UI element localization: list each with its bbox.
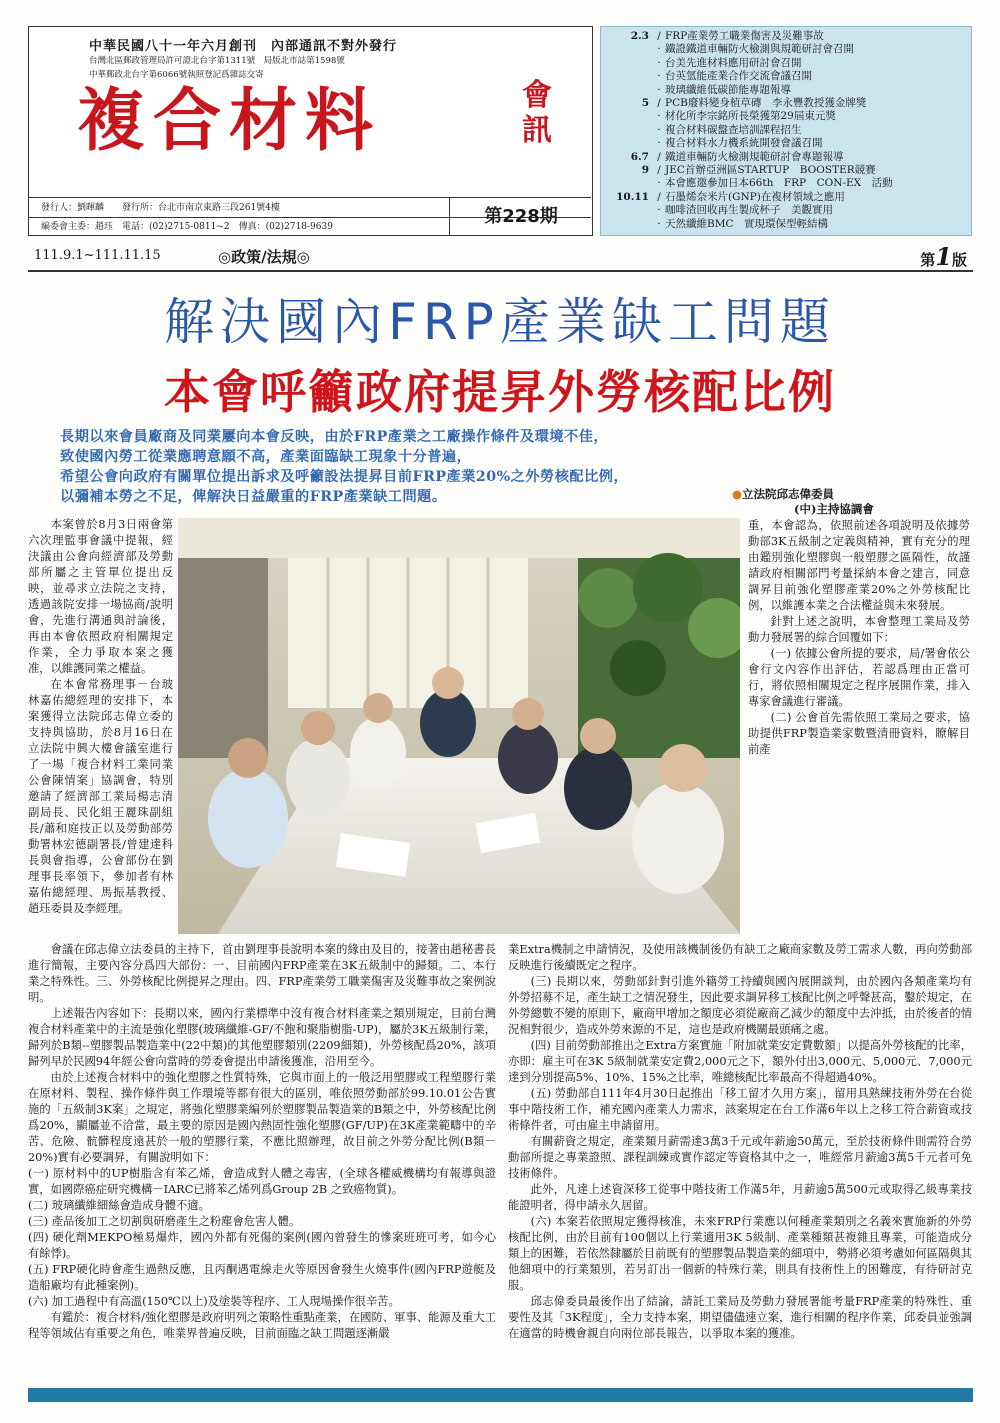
- article-paragraph: (一) 依據公會所提的要求，局/署會依公會行文內容作出評估，若認爲理由正當可行，將依照相關規定之程序展開作業，排入專家會議進行審議。: [748, 647, 970, 708]
- toc-slash-icon: /: [657, 150, 661, 163]
- toc-item: [601, 138, 973, 149]
- toc-slash-icon: /: [657, 97, 661, 109]
- article-column-right: [748, 518, 970, 758]
- article-paragraph: (六) 本案若依照規定獲得核准，未來FRP行業應以何種產業類別之名義來實施新的外勞核配比例，由於目前有100個以上行業適用3K 5級制、產業種類甚複雜且專業，可能造成分類上的困難，若依然隸屬於目前既有的塑膠製品製造業的細項中，勢將必須考慮如何區隔與其他細項中的行業類別，若另訂出一個新的特殊行業，則具有技術性上的困難度，有待研討克服。: [508, 1215, 972, 1292]
- article-list-item: (二) 玻璃纖維細絲會造成身體不適。: [28, 1199, 210, 1212]
- toc-item: [601, 98, 973, 109]
- toc-item-text: 鐵證鐵道車輛防火檢測與規範研討會召開: [665, 43, 854, 56]
- table-of-contents: [600, 26, 972, 236]
- photo-caption: [732, 487, 972, 517]
- headline: 解決國內FRP產業缺工問題: [164, 293, 836, 351]
- meeting-photo-graphic: [178, 518, 740, 934]
- section-label: ◎政策/法規◎: [218, 248, 310, 266]
- article-paragraph: 會議在邱志偉立法委員的主持下，首由劉理事長說明本案的緣由及目的，接著由趙秘書長進行簡報，主要內容分爲四大部份：一、目前國內FRP產業在3K五級制中的歸類。二、本行業之特殊性。三、外勞核配比例提昇之理由。四、FRP產業勞工職業傷害及災難事故之案例說明。: [28, 943, 496, 1004]
- article-list-item: (四) 硬化劑MEKPO極易爆炸，國內外都有死傷的案例(國內曾發生的慘案班班可考，如今心有餘悸)。: [28, 1231, 496, 1260]
- toc-item-text: FRP產業勞工職業傷害及災難事故: [665, 30, 824, 42]
- toc-bullet-icon: ·: [657, 123, 661, 136]
- toc-item: [601, 71, 973, 82]
- publisher-info: 發行人：劉暉麟 發行所：台北市南京東路三段261號4樓: [29, 197, 591, 217]
- masthead-license-line: 台灣北區郵政管理局許可證北台字第1311號 局版北市誌第1598號: [89, 56, 345, 66]
- toc-bullet-icon: ·: [657, 217, 661, 230]
- toc-item-text: 鐵道車輛防火檢測規範研討會專題報導: [665, 150, 844, 163]
- toc-item: [601, 219, 973, 230]
- toc-item: [601, 192, 973, 203]
- issue-number: 第228期: [449, 197, 592, 236]
- toc-item-text: PCB廢料變身植草磚 李永豐教授獲金牌獎: [665, 97, 867, 109]
- article-list-item: (三) 產品後加工之切割與研磨產生之粉塵會危害人體。: [28, 1215, 301, 1228]
- subheadline: 本會呼籲政府提昇外勞核配比例: [164, 365, 836, 419]
- article-paragraph: 針對上述之說明，本會整理工業局及勞動力發展署的綜合回覆如下：: [748, 615, 970, 644]
- toc-item-text: 台英氫能產業合作交流會議召開: [665, 70, 812, 83]
- toc-item-text: 咖啡渣回收再生製成杯子 美觀實用: [665, 204, 833, 217]
- toc-item-text: 複合材料水力機系統開發會議召開: [665, 137, 823, 150]
- toc-item: [601, 44, 973, 55]
- toc-page-number: 6.7: [630, 150, 649, 163]
- article-paragraph: (四) 目前勞動部推出之Extra方案實施「附加就業安定費數額」以提高外勞核配的比率，亦即：雇主可在3K 5級制就業安定費2,000元之下，額外付出3,000元、5,000元、7,000元達到分別提高5%、10%、15%之比率，唯總核配比率最高不得超過40%。: [508, 1039, 972, 1084]
- toc-bullet-icon: ·: [657, 177, 661, 190]
- lead-line: 以彌補本勞之不足，俾解決日益嚴重的FRP產業缺工問題。: [60, 489, 447, 505]
- article-paragraph: (三) 長期以來，勞動部針對引進外籍勞工持續與國內展開談判，由於國內各類產業均有外勞招募不足，產生缺工之情況發生，因此要求調昇移工核配比例之呼聲甚高，鑿於規定，在外勞總數不變的原則下，廠商甲增加之額度必須從廠商乙減少的額度中去沖抵，由於後者的情況相對很少，造成外勞來源的不足，這也是政府機關最頭痛之處。: [508, 975, 972, 1036]
- toc-item-text: 材化所李宗銘所長榮獲第29屆東元獎: [665, 110, 836, 123]
- toc-item-text: 台美先進材料應用研討會召開: [665, 56, 802, 69]
- meeting-photo: [178, 518, 740, 934]
- caption-line-1: 立法院邱志偉委員: [742, 487, 835, 501]
- page-number-value: 1: [935, 242, 952, 271]
- toc-bullet-icon: ·: [657, 137, 661, 150]
- toc-item-text: 複合材料碳盤查培訓課程招生: [665, 123, 802, 136]
- toc-page-number: 5: [641, 97, 649, 109]
- toc-bullet-icon: ·: [657, 43, 661, 56]
- page-number-prefix: 第: [920, 251, 936, 269]
- masthead-founding-line: 中華民國八十一年六月創刊 內部通訊不對外發行: [89, 39, 398, 54]
- article-paragraph: 由於上述複合材料中的強化塑膠之性質特殊，它與市面上的一般泛用塑膠或工程塑膠行業在原材料、製程、操作條件與工作環境等都有很大的區別，唯依照勞動部於99.10.01公告實施的「五級制3K案」之規定，將強化塑膠業編列於塑膠製品製造業的B類之中，外勞核配比例爲20%，顯屬並不洽當，最主要的原因是國內熱固性強化塑膠(GF/UP)在3K產業範疇中的辛苦、危險、骯髒程度遠甚於一般的塑膠行業，不應比照辦理，故目前之外勞分配比例(B類－20%)實有必要調昇，有關說明如下：: [28, 1071, 496, 1164]
- footer-bar: [28, 1388, 973, 1402]
- article-paragraph: (五) 勞動部自111年4月30日起推出「移工留才久用方案」，留用具熟練技術外勞在台從事中階技術工作，補充國內產業人力需求，該案規定在台工作滿6年以上之移工符合薪資或技術條件者，可由雇主申請留用。: [508, 1087, 972, 1132]
- article-paragraph: 重，本會認為，依照前述各項說明及依據勞動部3K五級制之定義與精神，實有充分的理由鑑別強化塑膠與一般塑膠之區隔性，故謹請政府相關部門考量採納本會之建言，同意調昇目前強化塑膠產業20%之外勞核配比例，以維護本業之合法權益與未來發展。: [748, 519, 970, 612]
- article-list-item: (六) 加工過程中有高溫(150℃以上)及塗裝等程序、工人現場操作很辛苦。: [28, 1295, 400, 1308]
- article-paragraph: 此外，凡達上述資深移工從事中階技術工作滿5年，月薪逾5萬500元或取得乙級專業技能證明者，得申請永久居留。: [508, 1183, 972, 1212]
- article-paragraph: 本案曾於8月3日兩會第六次理監事會議中提報，經決議由公會向經濟部及勞動部所屬之主管單位提出反映，並尋求立法院之支持，透過該院安排一場協商/說明會，先進行溝通與討論後，再由本會依照政府相關規定作業，全力爭取本案之獲准，以維護同業之權益。: [28, 518, 173, 675]
- toc-page-number: 2.3: [630, 30, 649, 42]
- caption-line-2: (中)主持協調會: [794, 502, 874, 516]
- toc-item: [601, 205, 973, 216]
- article-paragraph: (二) 公會首先需依照工業局之要求，協助提供FRP製造業家數暨清冊資料，瞭解目前產: [748, 711, 970, 756]
- page-number-suffix: 版: [951, 251, 967, 269]
- newsletter-title: 複合材料: [77, 81, 382, 161]
- article-column-left: [28, 517, 173, 917]
- article-list-item: (一) 原材料中的UP樹脂含有苯乙烯，會造成對人體之毒害，(全球各權威機構均有報導與證實，如國際癌症研究機構－IARC已將苯乙烯列爲Group 2B 之致癌物質)。: [28, 1167, 496, 1196]
- article-column-bottom-right: [508, 942, 972, 1342]
- article-paragraph: 有鑑於：複合材料/強化塑膠是政府明列之策略性重點產業，在國防、軍事、能源及重大工程等領域佔有重要之角色，唯業界普遍反映，目前面臨之缺工問題逐漸嚴: [28, 1311, 496, 1340]
- lead-line: 致使國內勞工從業應聘意願不高，產業面臨缺工現象十分普遍，: [60, 449, 472, 465]
- toc-bullet-icon: ·: [657, 83, 661, 96]
- toc-item: [601, 152, 973, 163]
- lead-line: 長期以來會員廠商及同業屢向本會反映，由於FRP產業之工廠操作條件及環境不佳，: [60, 429, 609, 445]
- newsletter-title-suffix: 會訊: [522, 78, 552, 148]
- toc-bullet-icon: ·: [657, 204, 661, 217]
- toc-item: [601, 165, 973, 176]
- article-paragraph: 上述報告內容如下：長期以來，國內行業標準中沒有複合材料產業之類別規定，目前台灣複合材料產業中的主流是強化塑膠(玻璃纖維-GF/不飽和聚脂樹脂-UP)，屬於3K五級制行業，歸列於B類--塑膠製品製造業中(22中類)的其他塑膠類別(2209細類)，外勞核配爲20%，該項歸列早於民國94年經公會向當時的勞委會提出申請後獲准，沿用至今。: [28, 1007, 496, 1068]
- contact-info: 編委會主委：趙珏 電話：(02)2715-0811~2 傳真：(02)2718-9639: [29, 217, 591, 236]
- article-list-item: (五) FRP硬化時會產生過熱反應，且丙酮遇電線走火等原因會發生火燒事件(國內FRP遊艇及造船廠均有此種案例)。: [28, 1263, 496, 1292]
- toc-bullet-icon: ·: [657, 110, 661, 123]
- toc-item: [601, 58, 973, 69]
- toc-page-number: 10.11: [616, 190, 649, 203]
- toc-item-text: 玻璃纖維低碳節能專題報導: [665, 83, 791, 96]
- issue-date-range: 111.9.1~111.11.15: [34, 248, 161, 263]
- bullet-dot-icon: ●: [732, 487, 743, 501]
- toc-slash-icon: /: [657, 30, 661, 42]
- toc-item-text: 本會應邀參加日本66th FRP CON-EX 活動: [665, 177, 893, 190]
- toc-item-text: JEC首辦亞洲區STARTUP BOOSTER競賽: [665, 164, 876, 176]
- masthead: [28, 26, 593, 236]
- article-paragraph: 業Extra機制之申請情況，及使用該機制後仍有缺工之廠商家數及勞工需求人數，再向勞動部反映進行後續既定之程序。: [508, 943, 972, 972]
- toc-item: [601, 31, 973, 42]
- toc-bullet-icon: ·: [657, 56, 661, 69]
- article-column-bottom-left: [28, 942, 496, 1342]
- toc-item: [601, 178, 973, 189]
- dateline: [28, 244, 973, 272]
- toc-item-text: 天然纖維BMC 實現環保型輕結構: [665, 217, 829, 230]
- article-paragraph: 邱志偉委員最後作出了結論，請託工業局及勞動力發展署能考量FRP產業的特殊性、重要性及其「3K程度」，全力支持本案，期望儘儘速立案，進行相關的程序作業，邱委員並強調在適當的時機會親自向兩位部長報告，以爭取本案的獲准。: [508, 1295, 972, 1340]
- page-number: [920, 242, 967, 271]
- toc-slash-icon: /: [657, 164, 661, 176]
- toc-bullet-icon: ·: [657, 70, 661, 83]
- toc-item: [601, 125, 973, 136]
- article-paragraph: 有關薪資之規定，產業類月薪需達3萬3千元或年薪逾50萬元，至於技術條件則需符合勞動部所提之專業證照、課程訓練或實作認定等資格其中之一，唯經常月薪逾3萬5千元者可免技術條件。: [508, 1135, 972, 1180]
- toc-page-number: 9: [641, 164, 649, 176]
- toc-item: [601, 85, 973, 96]
- toc-slash-icon: /: [657, 190, 661, 203]
- article-paragraph: 在本會常務理事－台玻林嘉佑總經理的安排下，本案獲得立法院邱志偉立委的支持與協助，於8月16日在立法院中興大樓會議室進行了一場「複合材料工業同業公會陳情案」協調會，特別邀請了經濟部工業局楊志清副局長、民化組王麗珠副組長/蕭和庭技正以及勞動部勞動署林宏德副署長/曾建達科長與會指導，公會部份在劉理事長率領下，參加者有林嘉佑總經理、馬振基教授、趙珏委員及李經理。: [28, 678, 173, 915]
- toc-item: [601, 111, 973, 122]
- masthead-postal-line: 中華郵政北台字第6066號執照登記爲雜誌交寄: [89, 70, 264, 80]
- toc-item-text: 石墨烯奈米片(GNP)在複材領域之應用: [665, 190, 845, 203]
- lead-line: 希望公會向政府有關單位提出訴求及呼籲設法提昇目前FRP產業20%之外勞核配比例，: [60, 469, 629, 485]
